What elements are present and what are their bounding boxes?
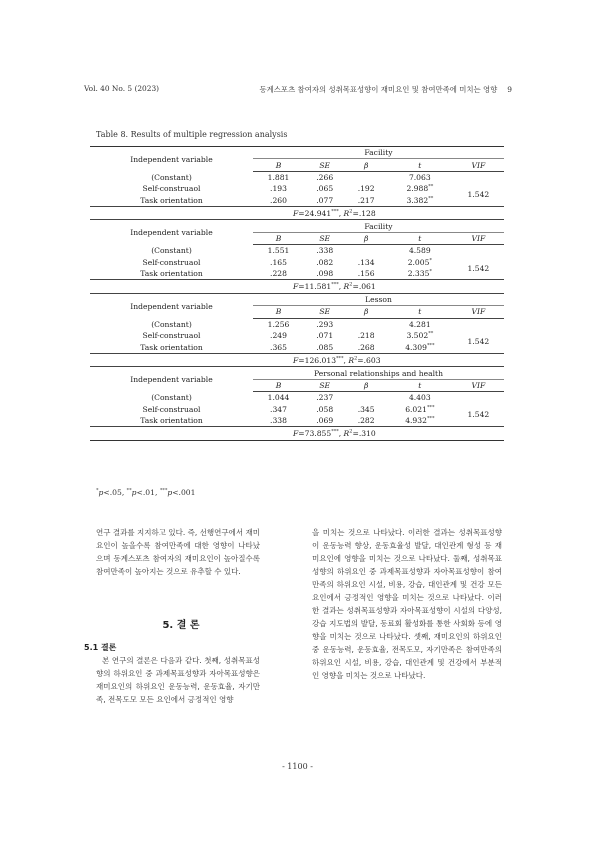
column-header: t: [387, 379, 453, 391]
cell-se: .082: [316, 257, 334, 267]
column-header: β: [345, 232, 386, 244]
table-row: [90, 183, 504, 194]
table-row: [90, 330, 504, 341]
model-fit-row: [90, 280, 504, 294]
dependent-variable: Facility: [253, 220, 504, 232]
column-header: B: [253, 159, 304, 171]
cell-beta: [345, 318, 386, 330]
cell-t: 6.021***: [405, 404, 435, 414]
cell-b: .347: [270, 404, 287, 414]
table-row: [90, 318, 504, 330]
cell-b: .249: [270, 331, 287, 341]
table-row: [90, 341, 504, 353]
row-label: Task orientation: [140, 269, 203, 279]
cell-beta: .218: [357, 331, 375, 341]
table-row: [90, 404, 504, 415]
column-header: VIF: [453, 232, 504, 244]
journal-volume: Vol. 40 No. 5 (2023): [84, 84, 160, 93]
model-fit-row: [90, 353, 504, 367]
cell-b: 1.881: [267, 172, 290, 182]
cell-empty: [90, 206, 253, 220]
cell-se: .266: [316, 172, 334, 182]
cell-vif-empty: [453, 245, 504, 257]
cell-t: 2.335*: [407, 268, 432, 279]
cell-beta: .282: [357, 416, 375, 426]
column-header: B: [253, 379, 304, 391]
cell-se: .077: [316, 195, 334, 205]
cell-vif: 1.542: [467, 263, 490, 273]
column-header: SE: [304, 232, 345, 244]
row-label: Self-construaol: [142, 404, 201, 414]
column-header: β: [345, 159, 386, 171]
table-caption: Table 8. Results of multiple regression analysis: [96, 130, 288, 139]
table-header-row: [90, 367, 504, 379]
paragraph: 연구 결과를 지지하고 있다. 즉, 선행연구에서 재미요인이 높을수록 참여만족에 대한 영향이 나타났으며 동계스포츠 참여자의 재미요인이 높아질수록 참여만족이 높아지는 것으로 유추할 수 있다.: [96, 528, 260, 576]
cell-se: .338: [316, 246, 334, 256]
cell-beta: .134: [357, 257, 375, 267]
column-header: SE: [304, 379, 345, 391]
cell-beta: .156: [357, 269, 375, 279]
column-header: SE: [304, 159, 345, 171]
column-header: t: [387, 232, 453, 244]
model-fit-row: [90, 427, 504, 441]
column-header: SE: [304, 306, 345, 318]
model-fit-row: [90, 206, 504, 220]
row-label: Self-construaol: [142, 331, 201, 341]
right-column: [312, 526, 502, 682]
cell-vif-empty: [453, 318, 504, 330]
cell-se: .085: [316, 342, 334, 352]
model-fit: F=126.013***, $R^2=.603$: [253, 353, 504, 367]
cell-beta: .192: [357, 184, 375, 194]
cell-b: 1.044: [267, 393, 290, 403]
cell-empty: [90, 427, 253, 441]
cell-t: 2.988**: [406, 183, 434, 194]
cell-b: .165: [270, 257, 287, 267]
section-title: 5. 결 론: [162, 620, 200, 631]
page-footer: - 1100 -: [282, 762, 313, 771]
cell-t: 4.403: [408, 393, 431, 403]
cell-beta: .217: [357, 195, 375, 205]
cell-t: 4.281: [408, 319, 431, 329]
left-column-bottom: [96, 654, 260, 706]
dependent-variable: Facility: [253, 147, 504, 159]
cell-se: .098: [316, 269, 334, 279]
row-label: (Constant): [151, 172, 192, 182]
cell-t: 4.932***: [405, 415, 435, 426]
cell-t: 7.063: [408, 172, 431, 182]
column-header: VIF: [453, 306, 504, 318]
dependent-variable: Lesson: [253, 293, 504, 305]
row-label: Task orientation: [140, 195, 203, 205]
cell-vif: 1.542: [467, 190, 490, 200]
row-label: (Constant): [151, 319, 192, 329]
cell-b: 1.256: [267, 319, 290, 329]
cell-b: .365: [270, 342, 287, 352]
row-label: (Constant): [151, 246, 192, 256]
column-header: t: [387, 306, 453, 318]
model-fit: F=11.581***, $R^2=.061$: [253, 280, 504, 294]
table-row: [90, 268, 504, 280]
table-row: [90, 171, 504, 183]
cell-t: 4.309***: [405, 342, 435, 352]
cell-se: .071: [316, 331, 334, 341]
cell-se: .293: [316, 319, 334, 329]
iv-header: Independent variable: [90, 367, 253, 392]
table-row: [90, 195, 504, 207]
cell-t: 2.005*: [407, 257, 432, 267]
table-row: [90, 257, 504, 268]
cell-beta: .345: [357, 404, 375, 414]
cell-se: .065: [316, 184, 334, 194]
subsection-title: 5.1 결론: [84, 643, 117, 652]
iv-header: Independent variable: [90, 220, 253, 245]
paragraph: 을 미치는 것으로 나타났다. 이러한 결과는 성취목표성향이 운동능력 향상, 운동효율성 발달, 대인관계 형성 등 재미요인에 영향을 미치는 것으로 나타났다. 둘째, 성취목표성향의 하위요인 중 과제목표성향과 자아목표성향이 참여만족의 하위요인 시설, 비용, 강습, 대인관계 및 건강 모든 요인에서 긍정적인 영향을 미치는 것으로 나타났다. 이러한 결과는 성취목표성향과 자아목표성향이 시설의 다양성, 강습 지도법의 발달, 동료회 활성화를 통한 사회화 등에 영향을 미치는 것으로 나타났다. 셋째, 재미요인의 하위요인 중 운동능력, 운동효율, 전목도모, 자기만족은 참여만족의 하위요인 시설, 비용, 강습, 대인관계 및 건강에서 부분적인 영향을 미치는 것으로 나타났다.: [312, 528, 502, 680]
cell-t: 3.382**: [406, 195, 434, 205]
cell-se: .058: [316, 404, 334, 414]
running-title: 동계스포츠 참여자의 성취목표성향이 재미요인 및 참여만족에 미치는 영향: [259, 85, 498, 94]
table-header-row: [90, 293, 504, 305]
cell-b: .193: [270, 184, 287, 194]
cell-beta: [345, 392, 386, 404]
cell-empty: [90, 280, 253, 294]
regression-table: [90, 146, 504, 441]
row-label: Task orientation: [140, 342, 203, 352]
cell-beta: [345, 245, 386, 257]
column-header: VIF: [453, 379, 504, 391]
row-label: (Constant): [151, 393, 192, 403]
row-label: Task orientation: [140, 416, 203, 426]
cell-beta: [345, 171, 386, 183]
cell-b: .260: [270, 195, 287, 205]
column-header: B: [253, 232, 304, 244]
table-row: [90, 245, 504, 257]
model-fit: F=73.855***, $R^2=.310$: [253, 427, 504, 441]
row-label: Self-construaol: [142, 257, 201, 267]
cell-vif-empty: [453, 392, 504, 404]
cell-t: 4.589: [408, 246, 431, 256]
cell-vif: 1.542: [467, 410, 490, 420]
column-header: B: [253, 306, 304, 318]
table-row: [90, 392, 504, 404]
cell-b: .338: [270, 416, 287, 426]
cell-beta: .268: [357, 342, 375, 352]
cell-se: .237: [316, 393, 334, 403]
dependent-variable: Personal relationships and health: [253, 367, 504, 379]
iv-header: Independent variable: [90, 147, 253, 172]
cell-vif-empty: [453, 171, 504, 183]
significance-note: *p<.05, **p<.01, ***p<.001: [96, 487, 196, 497]
table-header-row: [90, 147, 504, 159]
left-column-top: [96, 526, 260, 578]
row-label: Self-construaol: [142, 184, 201, 194]
table-header-row: [90, 220, 504, 232]
cell-empty: [90, 353, 253, 367]
iv-header: Independent variable: [90, 293, 253, 318]
column-header: t: [387, 159, 453, 171]
paragraph: 본 연구의 결론은 다음과 같다. 첫째, 성취목표성향의 하위요인 중 과제목표성향과 자아목표성향은 재미요인의 하위요인 운동능력, 운동효율, 자기만족, 전목도모 모든 요인에서 긍정적인 영향: [96, 656, 260, 704]
cell-vif: 1.542: [467, 336, 490, 346]
model-fit: F=24.941***, $R^2=.128$: [253, 206, 504, 220]
page-number: 9: [507, 85, 512, 94]
column-header: VIF: [453, 159, 504, 171]
cell-t: 3.502**: [406, 330, 434, 341]
cell-b: .228: [270, 269, 287, 279]
cell-b: 1.551: [267, 246, 290, 256]
column-header: β: [345, 306, 386, 318]
column-header: β: [345, 379, 386, 391]
cell-se: .069: [316, 416, 334, 426]
table-row: [90, 415, 504, 427]
